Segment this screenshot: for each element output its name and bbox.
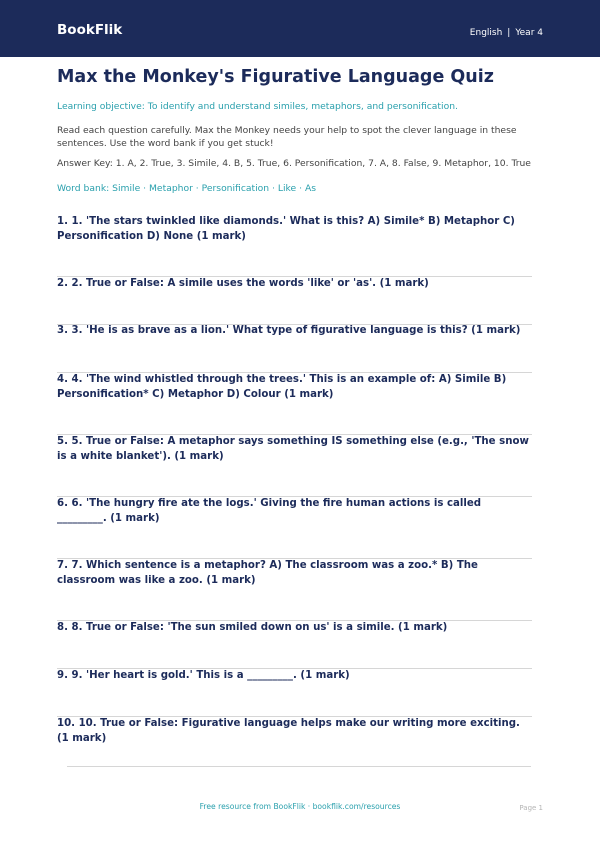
footer-credit[interactable]: Free resource from BookFlik · bookflik.com/resources (199, 802, 401, 811)
worksheet-intro (57, 66, 543, 195)
question-text: 7. 7. Which sentence is a metaphor? A) The classroom was a zoo.* B) The classroom was like a zoo. (1 mark) (57, 560, 478, 586)
question-8 (57, 620, 532, 635)
brand-logo[interactable]: BookFlik (57, 22, 123, 38)
question-5 (57, 434, 532, 464)
question-text: 3. 3. 'He is as brave as a lion.' What type of figurative language is this? (1 mark) (57, 325, 521, 336)
question-text: 10. 10. True or False: Figurative language helps make our writing more exciting. (1 mark) (57, 718, 520, 744)
page-number: Page 1 (519, 804, 543, 812)
question-text: 1. 1. 'The stars twinkled like diamonds.' What is this? A) Simile* B) Metaphor C) Personification D) None (1 mark) (57, 216, 515, 242)
question-3 (57, 323, 532, 338)
question-text: 2. 2. True or False: A simile uses the words 'like' or 'as'. (1 mark) (57, 278, 429, 289)
question-text: 6. 6. 'The hungry fire ate the logs.' Giving the fire human actions is called _________. (1 mark) (57, 498, 482, 524)
question-4 (57, 372, 532, 402)
footer-divider (67, 766, 531, 767)
answer-key: Answer Key: 1. A, 2. True, 3. Simile, 4. B, 5. True, 6. Personification, 7. A, 8. False, 9. Metaphor, 10. True (57, 158, 531, 169)
instructions: Read each question carefully. Max the Monkey needs your help to spot the clever language in these sentences. Use the word bank if you get stuck! (57, 125, 517, 149)
question-text: 5. 5. True or False: A metaphor says something IS something else (e.g., 'The snow is a white blanket'). (1 mark) (57, 436, 529, 462)
header-meta (470, 27, 543, 39)
year-label: Year 4 (515, 28, 543, 38)
question-6 (57, 496, 532, 526)
page-title: Max the Monkey's Figurative Language Quiz (57, 67, 494, 87)
question-1 (57, 214, 532, 244)
word-bank: Word bank: Simile · Metaphor · Personification · Like · As (57, 183, 317, 194)
question-text: 4. 4. 'The wind whistled through the trees.' This is an example of: A) Simile B) Personification* C) Metaphor D) Colour (1 mark) (57, 374, 507, 400)
question-7 (57, 558, 532, 588)
question-2 (57, 276, 532, 291)
question-9 (57, 668, 532, 683)
question-text: 8. 8. True or False: 'The sun smiled down on us' is a simile. (1 mark) (57, 622, 448, 633)
meta-separator: | (507, 28, 511, 38)
header-bar (0, 0, 600, 57)
learning-objective: Learning objective: To identify and understand similes, metaphors, and personification. (57, 101, 458, 112)
subject-label: English (469, 28, 503, 38)
question-10 (57, 716, 532, 746)
question-text: 9. 9. 'Her heart is gold.' This is a _________. (1 mark) (57, 670, 350, 681)
